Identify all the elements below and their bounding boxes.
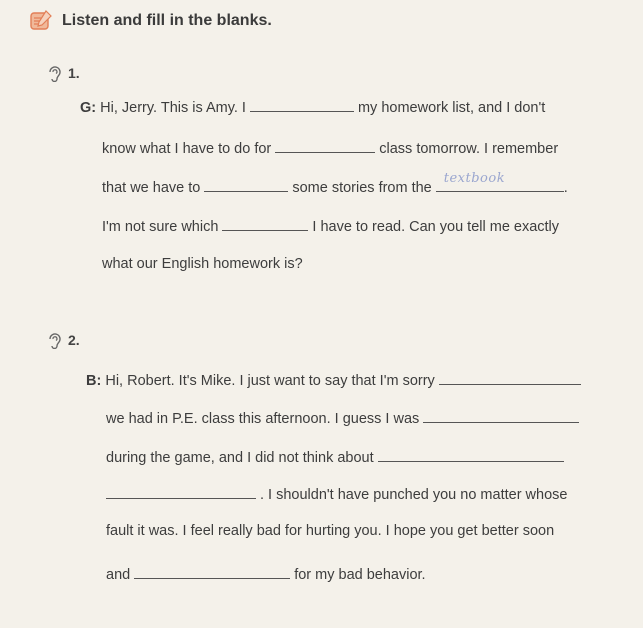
q2-line-5-text-a: fault it was. I feel really bad for hurting you. I hope you get better soon: [106, 523, 555, 539]
q2-line-1-text-a: Hi, Robert. It's Mike. I just want to say that I'm sorry: [105, 373, 435, 389]
blank-1[interactable]: [250, 97, 354, 112]
ear-icon: [46, 331, 62, 349]
q2-line-6-text-a: and: [106, 567, 131, 583]
q1-line-2-text-a: know what I have to do for: [102, 141, 272, 157]
q1-line-4-text-a: I'm not sure which: [102, 219, 219, 235]
handwritten-answer: textbook: [443, 171, 506, 186]
q1-line-4-text-b: I have to read. Can you tell me exactly: [312, 219, 560, 235]
q1-line-5-text-a: what our English homework is?: [102, 256, 303, 272]
q2-line-1: [86, 370, 585, 389]
blank-5[interactable]: [222, 216, 308, 231]
scroll-icon: [28, 8, 54, 34]
q1-line-1-text-a: Hi, Jerry. This is Amy. I: [100, 100, 246, 116]
q1-line-3-text-b: some stories from the: [292, 180, 432, 196]
q2-line-4-text-a: . I shouldn't have punched you no matter whose: [260, 487, 568, 503]
blank-4[interactable]: [436, 171, 564, 192]
q1-line-4: [102, 216, 559, 235]
blank-9[interactable]: [106, 484, 256, 499]
q2-line-3: [106, 447, 568, 466]
q1-line-2-text-b: class tomorrow. I remember: [379, 141, 559, 157]
q2-line-5: [106, 523, 554, 539]
q1-line-1: [80, 97, 545, 116]
q1-line-3-text-c: .: [563, 180, 568, 196]
blank-3[interactable]: [204, 177, 288, 192]
blank-7[interactable]: [423, 408, 579, 423]
section-header: [28, 8, 272, 34]
q1-line-5: [102, 256, 303, 272]
blank-2[interactable]: [275, 138, 375, 153]
q1-line-3-text-a: that we have to: [102, 180, 201, 196]
q1-line-1-text-b: my homework list, and I don't: [357, 100, 546, 116]
question-1-number: [46, 64, 80, 82]
q2-line-2: [106, 408, 583, 427]
section-heading: Listen and fill in the blanks.: [62, 12, 272, 29]
blank-6[interactable]: [439, 370, 581, 385]
blank-10[interactable]: [134, 564, 290, 579]
q1-line-2: [102, 138, 558, 157]
question-number-label: 1.: [68, 65, 80, 81]
ear-icon: [46, 64, 62, 82]
q2-line-6-text-b: for my bad behavior.: [294, 567, 426, 583]
speaker-label: B:: [86, 373, 102, 389]
q1-line-3: [102, 171, 568, 196]
q2-line-3-text-a: during the game, and I did not think about: [106, 450, 374, 466]
blank-8[interactable]: [378, 447, 564, 462]
question-2-number: [46, 331, 80, 349]
q2-line-6: [106, 564, 426, 583]
question-number-label: 2.: [68, 332, 80, 348]
q2-line-4: [106, 484, 567, 503]
q2-line-2-text-a: we had in P.E. class this afternoon. I guess I was: [106, 411, 420, 427]
speaker-label: G:: [80, 100, 97, 116]
